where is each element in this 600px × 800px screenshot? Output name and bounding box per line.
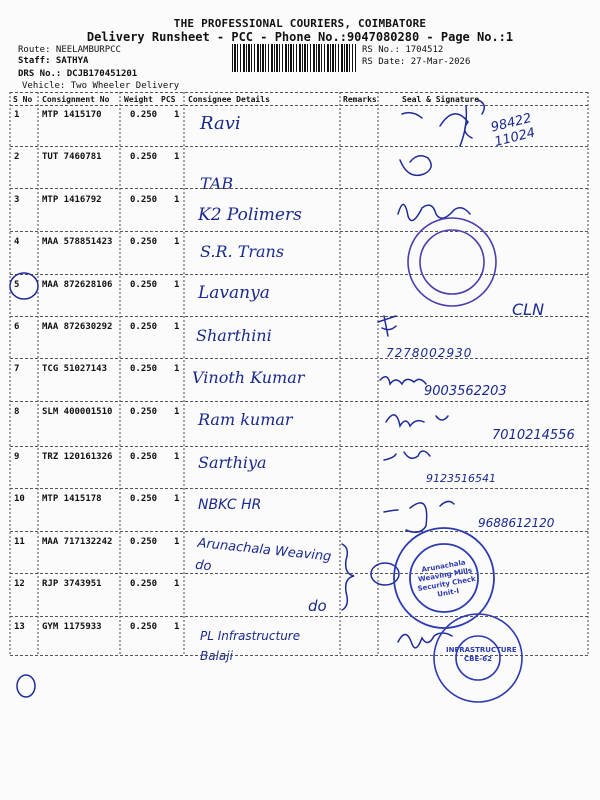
row-12-consignment: RJP 3743951 [42,579,102,589]
row-8-sno: 8 [14,407,20,417]
row-5-consignee: Lavanya [198,283,270,303]
row-11-pcs: 1 [174,537,180,547]
col-header-consignee: Consignee Details [188,95,270,104]
row-12-sno: 12 [14,579,25,589]
row-3-pcs: 1 [174,195,180,205]
row-6-phone: 7278002930 [386,346,473,360]
row-12-consignee: do [308,597,327,615]
row-11-sno: 11 [14,537,25,547]
col-header-consignment: Consignment No [42,95,110,104]
row-5-pcs: 1 [174,280,180,290]
rs-number: RS No.: 1704512 [362,45,444,55]
row-7-pcs: 1 [174,364,180,374]
row-10-sno: 10 [14,494,25,504]
row-3-consignee: K2 Polimers [198,205,302,225]
row-11-consignee: Arunachala Weaving do [194,535,333,575]
route-label: Route: NEELAMBURPCC [18,45,121,55]
row-10-phone: 9688612120 [478,516,555,530]
row-10-pcs: 1 [174,494,180,504]
row-8-pcs: 1 [174,407,180,417]
row-6-pcs: 1 [174,322,180,332]
row-9-consignment: TRZ 120161326 [42,452,113,462]
row-4-pcs: 1 [174,237,180,247]
row-13-consignee: PL Infrastructure Balaji [200,629,301,663]
row-12-weight: 0.250 [130,579,158,589]
col-header-weight: Weight [124,95,153,104]
row-1-phone: 98422 11024 [489,110,537,151]
row-9-pcs: 1 [174,452,180,462]
company-title: THE PROFESSIONAL COURIERS, COIMBATORE [173,17,427,30]
row-4-consignment: MAA 578851423 [42,237,113,247]
row-5-remark: CLN [512,300,545,319]
row-1-weight: 0.250 [130,110,158,120]
row-13-consignment: GYM 1175933 [42,622,102,632]
row-5-consignment: MAA 872628106 [42,280,113,290]
row-9-weight: 0.250 [130,452,158,462]
rs-date: RS Date: 27-Mar-2026 [362,57,471,67]
row-2-sno: 2 [14,152,20,162]
vehicle-label: Vehicle: Two Wheeler Delivery [22,81,180,91]
row-10-consignee: NBKC HR [198,497,262,513]
row-9-phone: 9123516541 [426,472,496,485]
row-5-weight: 0.250 [130,280,158,290]
row-1-consignment: MTP 1415170 [42,110,102,120]
row-1-consignee: Ravi [200,113,241,134]
staff-label: Staff: SATHYA [18,56,89,66]
col-header-remarks: Remarks [343,95,377,104]
row-4-sno: 4 [14,237,20,247]
row-1-sno: 1 [14,110,20,120]
row-2-consignment: TUT 7460781 [42,152,102,162]
row-6-weight: 0.250 [130,322,158,332]
row-11-weight: 0.250 [130,537,158,547]
row-7-consignment: TCG 51027143 [42,364,108,374]
row-8-consignee: Ram kumar [198,410,293,429]
row-2-pcs: 1 [174,152,180,162]
row-13-pcs: 1 [174,622,180,632]
row-9-consignee: Sarthiya [198,453,267,472]
row-6-sno: 6 [14,322,20,332]
col-header-sno: S No [13,95,33,104]
row-11-consignment: MAA 717132242 [42,537,113,547]
row-9-sno: 9 [14,452,20,462]
runsheet-subtitle: Delivery Runsheet - PCC - Phone No.:9047080280 - Page No.:1 [86,30,514,44]
stamp-arunachala: Arunachala Weaving Mills Security Check Unit-I [417,558,477,599]
col-header-signature: Seal & Signature [402,95,480,104]
row-4-weight: 0.250 [130,237,158,247]
row-7-sno: 7 [14,364,20,374]
row-5-sno: 5 [14,280,20,290]
col-header-pcs: PCS [161,95,176,104]
row-10-weight: 0.250 [130,494,158,504]
row-10-consignment: MTP 1415178 [42,494,102,504]
row-13-sno: 13 [14,622,25,632]
row-3-consignment: MTP 1416792 [42,195,102,205]
row-3-weight: 0.250 [130,195,158,205]
row-12-pcs: 1 [174,579,180,589]
row-7-phone: 9003562203 [424,384,507,399]
row-2-consignee: TAB [200,174,234,193]
row-8-phone: 7010214556 [492,428,575,443]
row-2-weight: 0.250 [130,152,158,162]
row-1-pcs: 1 [174,110,180,120]
row-7-weight: 0.250 [130,364,158,374]
row-3-sno: 3 [14,195,20,205]
row-6-consignment: MAA 872630292 [42,322,113,332]
drs-number: DRS No.: DCJB170451201 [18,69,138,79]
row-4-consignee: S.R. Trans [200,242,285,261]
row-7-consignee: Vinoth Kumar [192,368,305,387]
row-6-consignee: Sharthini [196,326,272,345]
row-8-weight: 0.250 [130,407,158,417]
stamp-infrastructure: INFRASTRUCTURE CBE-62 [446,646,517,663]
row-13-weight: 0.250 [130,622,158,632]
row-8-consignment: SLM 400001510 [42,407,113,417]
